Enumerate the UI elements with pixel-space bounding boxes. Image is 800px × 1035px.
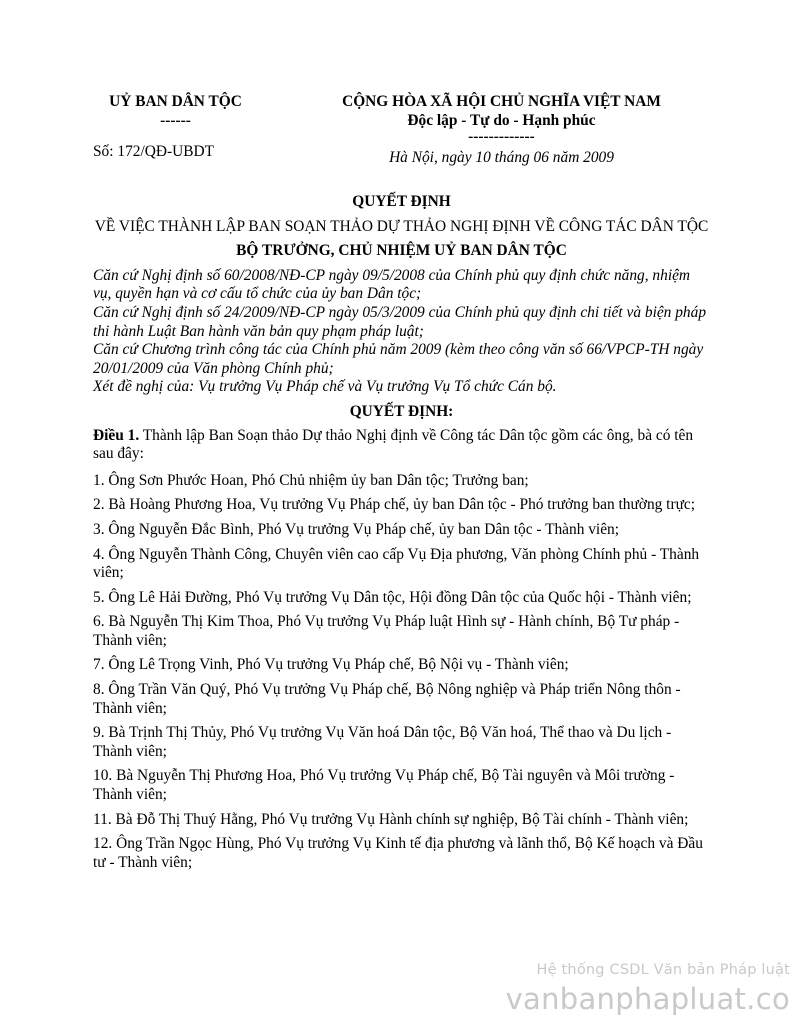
list-item: 5. Ông Lê Hải Đường, Phó Vụ trưởng Vụ Dân tộc, Hội đồng Dân tộc của Quốc hội - Thành viên; [93, 588, 692, 606]
national-motto: Độc lập - Tự do - Hạnh phúc [407, 111, 596, 129]
list-item: 11. Bà Đỗ Thị Thuý Hằng, Phó Vụ trưởng Vụ Hành chính sự nghiệp, Bộ Tài chính - Thành viên; [93, 810, 689, 828]
list-item: 8. Ông Trần Văn Quý, Phó Vụ trưởng Vụ Pháp chế, Bộ Nông nghiệp và Pháp triển Nông thôn - Thành viên; [93, 681, 681, 717]
document-page [93, 93, 710, 872]
document-number: Số: 172/QĐ-UBDT [93, 143, 214, 161]
place-date: Hà Nội, ngày 10 tháng 06 năm 2009 [389, 149, 614, 167]
motto-separator: ------------- [468, 128, 535, 146]
country-name: CỘNG HÒA XÃ HỘI CHỦ NGHĨA VIỆT NAM [342, 93, 661, 110]
watermark-tagline: Hệ thống CSDL Văn bản Pháp luật [536, 962, 790, 978]
issuing-authority: BỘ TRƯỞNG, CHỦ NHIỆM UỶ BAN DÂN TỘC [236, 242, 567, 260]
list-item: 10. Bà Nguyễn Thị Phương Hoa, Phó Vụ trưởng Vụ Pháp chế, Bộ Tài nguyên và Môi trường - Thành viên; [93, 767, 675, 804]
article-1-label: Điều 1. [93, 426, 140, 444]
basis-item: Căn cứ Chương trình công tác của Chính phủ năm 2009 (kèm theo công văn số 66/VPCP-TH ngày 20/01/2009 của Văn phòng Chính phủ; [93, 341, 704, 377]
article-1 [93, 427, 710, 464]
member-list [93, 472, 710, 873]
basis-item: Xét đề nghị của: Vụ trưởng Vụ Pháp chế và Vụ trưởng Vụ Tổ chức Cán bộ. [93, 378, 557, 396]
legal-basis [93, 267, 710, 397]
list-item: 4. Ông Nguyễn Thành Công, Chuyên viên cao cấp Vụ Địa phương, Văn phòng Chính phủ - Thành viên; [93, 545, 700, 582]
national-header [293, 93, 710, 168]
list-item: 12. Ông Trần Ngọc Hùng, Phó Vụ trưởng Vụ Kinh tế địa phương và lãnh thổ, Bộ Kế hoạch và Đầu tư - Thành viên; [93, 835, 703, 871]
site-watermark [506, 962, 790, 1016]
document-title: QUYẾT ĐỊNH [352, 193, 451, 210]
list-item: 9. Bà Trịnh Thị Thủy, Phó Vụ trưởng Vụ Văn hoá Dân tộc, Bộ Văn hoá, Thể thao và Du lịch - Thành viên; [93, 724, 672, 760]
document-header [93, 93, 710, 165]
list-item: 6. Bà Nguyễn Thị Kim Thoa, Phó Vụ trưởng Vụ Pháp luật Hình sự - Hành chính, Bộ Tư pháp - Thành viên; [93, 613, 680, 649]
list-item: 7. Ông Lê Trọng Vinh, Phó Vụ trưởng Vụ Pháp chế, Bộ Nội vụ - Thành viên; [93, 656, 569, 674]
agency-block [93, 93, 258, 162]
decide-heading: QUYẾT ĐỊNH: [349, 402, 454, 420]
article-1-text: Thành lập Ban Soạn thảo Dự thảo Nghị định về Công tác Dân tộc gồm các ông, bà có tên sau đây: [93, 426, 694, 463]
list-item: 2. Bà Hoàng Phương Hoa, Vụ trưởng Vụ Pháp chế, ủy ban Dân tộc - Phó trưởng ban thường trực; [93, 496, 696, 514]
list-item: 1. Ông Sơn Phước Hoan, Phó Chủ nhiệm ủy ban Dân tộc; Trưởng ban; [93, 471, 529, 489]
agency-separator: ------ [160, 111, 191, 129]
basis-item: Căn cứ Nghị định số 60/2008/NĐ-CP ngày 09/5/2008 của Chính phủ quy định chức năng, nhiệm vụ, quyền hạn và cơ cấu tổ chức của ủy ban Dân tộc; [93, 266, 691, 303]
list-item: 3. Ông Nguyễn Đắc Bình, Phó Vụ trưởng Vụ Pháp chế, ủy ban Dân tộc - Thành viên; [93, 520, 620, 538]
document-subject: VỀ VIỆC THÀNH LẬP BAN SOẠN THẢO DỰ THẢO NGHỊ ĐỊNH VỀ CÔNG TÁC DÂN TỘC [94, 217, 709, 235]
agency-name: UỶ BAN DÂN TỘC [109, 93, 242, 110]
watermark-domain: vanbanphapluat.co [505, 982, 790, 1016]
basis-item: Căn cứ Nghị định số 24/2009/NĐ-CP ngày 05/3/2009 của Chính phủ quy định chi tiết và biện pháp thi hành Luật Ban hành văn bản quy phạm pháp luật; [93, 303, 707, 340]
